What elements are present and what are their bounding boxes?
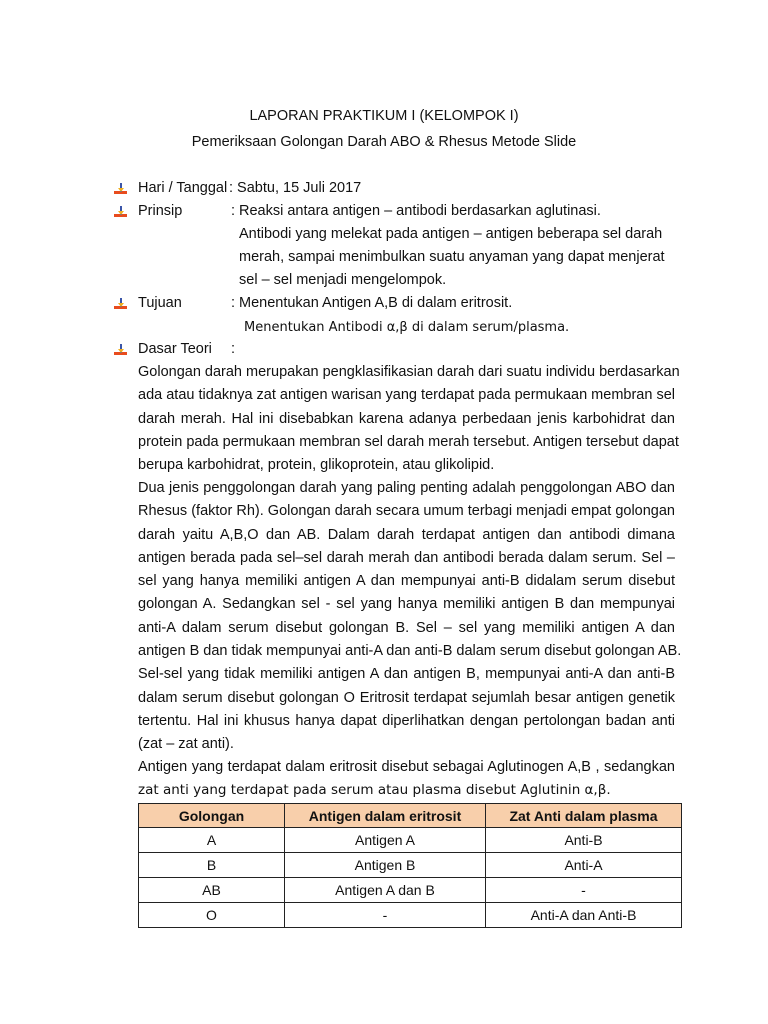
table-cell: Antigen A dan B <box>285 878 486 903</box>
field-label-tujuan: Tujuan <box>138 295 182 311</box>
paragraph-line: Rhesus (faktor Rh). Golongan darah secara umum terbagi menjadi empat golongan <box>138 503 675 520</box>
prinsip-line-1: Reaksi antara antigen – antibodi berdasarkan aglutinasi. <box>239 203 601 219</box>
table-row <box>139 853 682 878</box>
table-cell: Antigen B <box>285 853 486 878</box>
table-cell: Anti-B <box>486 828 682 853</box>
field-label-dasar: Dasar Teori <box>138 341 212 357</box>
field-colon-dasar: : <box>231 341 236 357</box>
table-header-cell: Golongan <box>139 804 285 828</box>
paragraph-2 <box>138 477 682 757</box>
paragraph-line: Dua jenis penggolongan darah yang paling penting adalah penggolongan ABO dan <box>138 480 675 496</box>
paragraph-line: Sel-sel yang tidak memiliki antigen A dan antigen B, mempunyai anti-A dan anti-B <box>138 666 675 683</box>
pin-arrow-icon <box>113 182 129 196</box>
table-cell: - <box>285 903 486 928</box>
table-header-row <box>139 804 682 828</box>
tujuan-line-2: Menentukan Antibodi α,β di dalam serum/plasma. <box>244 320 570 335</box>
table-cell: O <box>139 903 285 928</box>
paragraph-1 <box>138 361 680 477</box>
prinsip-line-4: sel – sel menjadi mengelompok. <box>239 272 447 288</box>
field-colon-prinsip: : <box>231 203 236 219</box>
paragraph-line: protein pada permukaan membran sel darah merah tersebut. Antigen tersebut dapat <box>138 433 679 450</box>
table-cell: AB <box>139 878 285 903</box>
paragraph-line: golongan A. Sedangkan sel - sel yang hanya memiliki antigen B dan mempunyai <box>138 596 675 613</box>
field-colon-tujuan: : <box>231 295 236 311</box>
pin-arrow-icon <box>113 343 129 357</box>
table-cell: A <box>139 828 285 853</box>
field-label-prinsip: Prinsip <box>138 203 183 219</box>
table-cell: Antigen A <box>285 828 486 853</box>
paragraph-line: anti-A dalam serum disebut golongan B. Sel – sel yang memiliki antigen A dan <box>138 619 675 636</box>
paragraph-line: sel yang hanya memiliki antigen A dan mempunyai anti-B didalam serum disebut <box>138 573 675 590</box>
table-header-cell: Antigen dalam eritrosit <box>285 804 486 828</box>
pin-arrow-icon <box>113 297 129 311</box>
paragraph-line: (zat – zat anti). <box>138 736 234 753</box>
pin-arrow-icon <box>113 205 129 219</box>
table-row <box>139 903 682 928</box>
paragraph-line: darah merah. Hal ini disebabkan karena adanya perbedaan jenis karbohidrat dan <box>138 410 675 427</box>
table-cell: - <box>486 878 682 903</box>
paragraph-line: dalam serum disebut golongan O Eritrosit terdapat sejumlah besar antigen genetik <box>138 689 675 706</box>
paragraph-3 <box>138 756 675 803</box>
page-title: LAPORAN PRAKTIKUM I (KELOMPOK I) <box>249 108 519 124</box>
paragraph-line: tertentu. Hal ini khusus hanya dapat diperlihatkan dengan pertolongan badan anti <box>138 712 675 729</box>
table-cell: Anti-A dan Anti-B <box>486 903 682 928</box>
table-row <box>139 828 682 853</box>
page-subtitle: Pemeriksaan Golongan Darah ABO & Rhesus Metode Slide <box>191 134 577 150</box>
prinsip-line-3: merah, sampai menimbulkan suatu anyaman yang dapat menjerat <box>239 249 665 265</box>
field-value-hari: : Sabtu, 15 Juli 2017 <box>229 180 362 196</box>
table-cell: B <box>139 853 285 878</box>
paragraph-line: darah yaitu A,B,O dan AB. Dalam darah terdapat antigen dan antibodi dimana <box>138 526 675 543</box>
paragraph-line: ada atau tidaknya zat antigen warisan yang terdapat pada permukaan membran sel <box>138 387 675 404</box>
blood-type-table <box>138 803 682 928</box>
table-cell: Anti-A <box>486 853 682 878</box>
tujuan-line-1: Menentukan Antigen A,B di dalam eritrosit. <box>239 295 513 311</box>
table-header-cell: Zat Anti dalam plasma <box>486 804 682 828</box>
paragraph-line: antigen berada pada sel–sel darah merah dan antibodi berada dalam serum. Sel – <box>138 549 675 566</box>
paragraph-line: Golongan darah merupakan pengklasifikasian darah dari suatu individu berdasarkan <box>138 364 680 380</box>
paragraph-line: berupa karbohidrat, protein, glikoprotein, atau glikolipid. <box>138 457 495 474</box>
paragraph-line: Antigen yang terdapat dalam eritrosit disebut sebagai Aglutinogen A,B , sedangkan <box>138 759 675 775</box>
paragraph-line: antigen B dan tidak mempunyai anti-A dan anti-B dalam serum disebut golongan AB. <box>138 643 682 660</box>
paragraph-line: zat anti yang terdapat pada serum atau plasma disebut Aglutinin α,β. <box>138 782 611 799</box>
field-label-hari: Hari / Tanggal <box>138 180 228 196</box>
table-row <box>139 878 682 903</box>
prinsip-line-2: Antibodi yang melekat pada antigen – antigen beberapa sel darah <box>239 226 663 242</box>
